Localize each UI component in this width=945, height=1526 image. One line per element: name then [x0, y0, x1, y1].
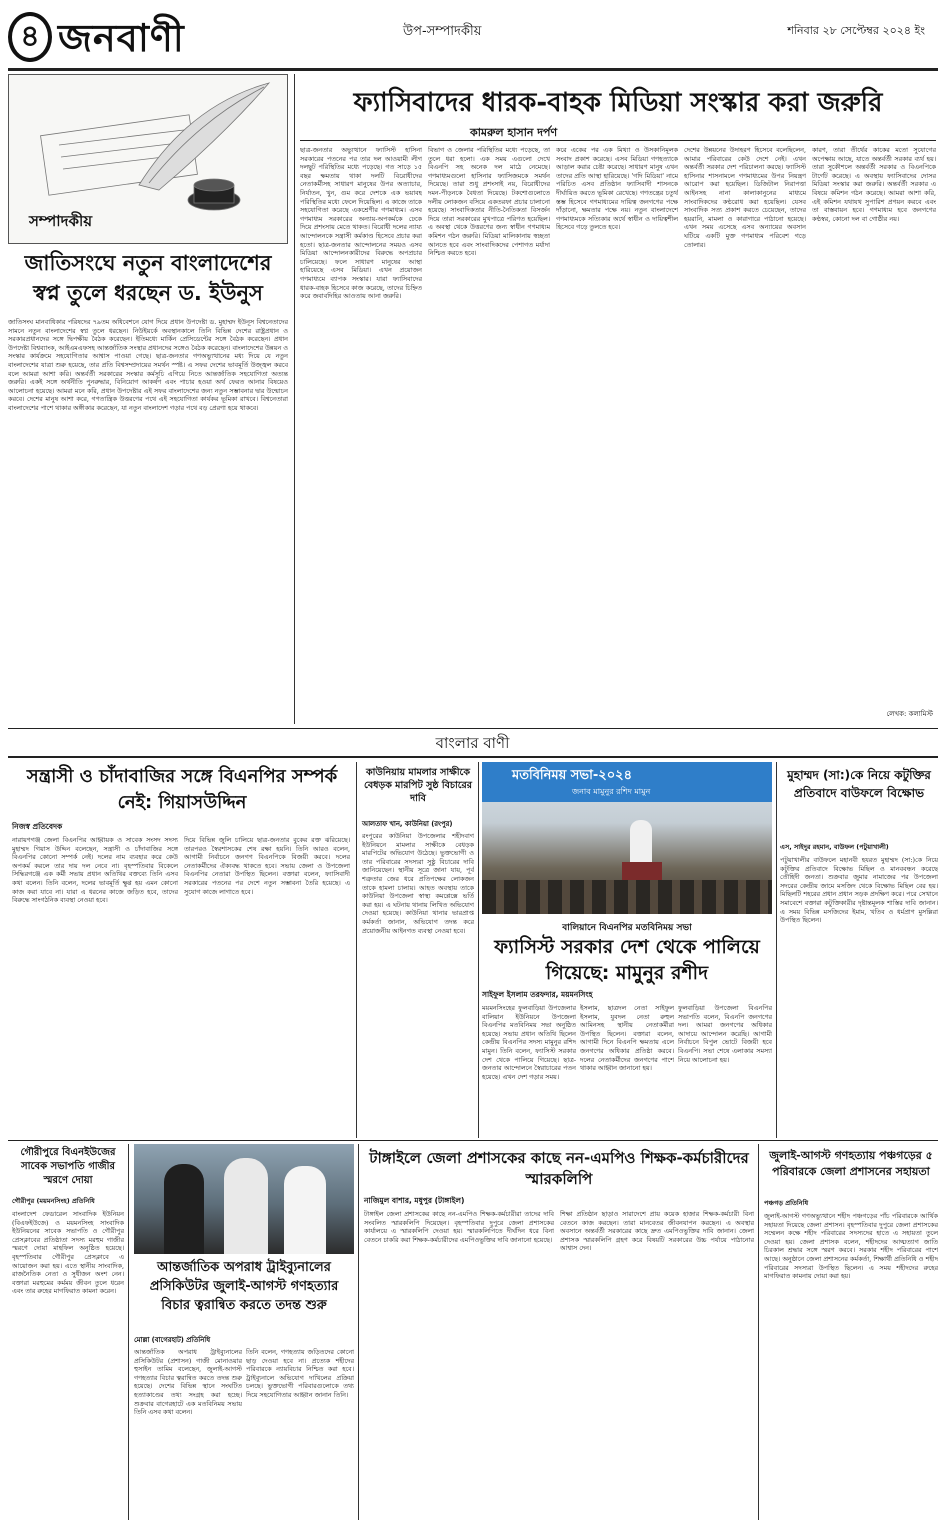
masthead	[0, 0, 945, 78]
editorial-headline[interactable]: জাতিসংঘে নতুন বাংলাদেশের স্বপ্ন তুলে ধরছেন ড. ইউনুস	[24, 251, 272, 305]
story6-byline: পঞ্চগড় প্রতিনিধি	[764, 1199, 809, 1207]
story2-headline[interactable]: ফ্যাসিস্ট সরকার দেশ থেকে পালিয়ে গিয়েছে: মামুনুর রশীদ	[494, 936, 760, 984]
story5-byline: নাজিমুল বাশার, মধুপুর (টাঙ্গাইল)	[364, 1196, 465, 1205]
column-divider	[128, 1144, 129, 1520]
story2-col-2: ইসলাম, ছাত্রদল নেতা সাইফুল ইসলাম, যুবদল নেতা রুহুল আমিনসহ স্থানীয় নেতাকর্মীরা উপস্থিত ছিলেন। বক্তারা বলেন, আগামী দিনে বিএনপি ক্ষমতায় এলে জনগণের অধিকার প্রতিষ্ঠা করবে। দলের নেতাকর্মীদের জনগণের পাশে থাকার আহ্বান জানানো হয়।	[580, 1004, 674, 1073]
side-story-body: পটুয়াখালীর বাউফলে মহানবী হযরত মুহাম্মদ (সা:)কে নিয়ে কটুক্তির প্রতিবাদে বিক্ষোভ মিছিল ও মানববন্ধন করেছে তৌহিদী জনতা। শুক্রবার জুমার নামাজের পর উপজেলা সদরের কেন্দ্রীয় জামে মসজিদ থেকে বিক্ষোভ মিছিল বের হয়। মিছিলটি শহরের প্রধান প্রধান সড়ক প্রদক্ষিণ করে। পরে সেখানে সমাবেশে বক্তারা কটুক্তিকারীর দৃষ্টান্তমূলক শাস্তির দাবি জানান। এ সময় বিভিন্ন মসজিদের ইমাম, খতিব ও ধর্মপ্রাণ মুসল্লিরা উপস্থিত ছিলেন।	[780, 856, 938, 925]
story1-byline: নিজস্ব প্রতিবেদক	[12, 822, 63, 831]
meeting-photo	[482, 762, 772, 914]
story5-col-1: টাঙ্গাইল জেলা প্রশাসকের কাছে নন-এমপিও শিক্ষক-কর্মচারীরা তাদের দাবি সংবলিত স্মারকলিপি দিয়েছেন। বৃহস্পতিবার দুপুরে জেলা প্রশাসকের কার্যালয়ে এ স্মারকলিপি দেওয়া হয়। স্মারকলিপিতে দীর্ঘদিন ধরে বিনা বেতনে চাকরি করা শিক্ষক-কর্মচারীদের এমপিওভুক্তির দাবি জানানো হয়েছে।	[364, 1210, 554, 1244]
story6-body: জুলাই-আগস্ট গণঅভ্যুত্থানে শহীদ পঞ্চগড়ের পাঁচ পরিবারকে আর্থিক সহায়তা দিয়েছে জেলা প্রশাসন। বৃহস্পতিবার দুপুরে জেলা প্রশাসকের সম্মেলন কক্ষে শহীদ পরিবারের সদস্যদের হাতে এ সহায়তা তুলে দেওয়া হয়। জেলা প্রশাসক বলেন, শহীদদের আত্মত্যাগ জাতি চিরকাল শ্রদ্ধার সঙ্গে স্মরণ করবে। সরকার শহীদ পরিবারের পাশে আছে। অনুষ্ঠানে জেলা প্রশাসনের কর্মকর্তা, শিক্ষার্থী প্রতিনিধি ও শহীদ পরিবারের সদস্যরা উপস্থিত ছিলেন। এ সময় শহীদদের রুহের মাগফিরাত কামনায় দোয়া করা হয়।	[764, 1212, 938, 1281]
story2-col-3: ফুলবাড়িয়া উপজেলা বিএনপির সভাপতি বলেন, বিএনপি জনগণের দল। আমরা জনগণের অধিকার আদায়ে আন্দোলন করেছি। আগামী নির্বাচনে বিপুল ভোটে বিজয়ী হবে বিএনপি। সভা শেষে এলাকার সমস্যা নিয়ে আলোচনা হয়।	[678, 1004, 772, 1064]
section-rule	[8, 1140, 938, 1141]
story1-headline[interactable]: সন্ত্রাসী ও চাঁদাবাজির সঙ্গে বিএনপির সম্পর্ক নেই: গিয়াসউদ্দিন	[26, 766, 338, 813]
small-story-byline: আলতাফ খান, কাউনিয়া (রংপুর)	[362, 820, 453, 828]
person-figure	[224, 1158, 268, 1254]
photo-banner-text: মতবিনিময় সভা-২০২৪	[512, 768, 633, 783]
story6-headline[interactable]: জুলাই-আগস্ট গণহত্যায় পঞ্চগড়ের ৫ পরিবারকে জেলা প্রশাসনের সহায়তা	[769, 1149, 933, 1178]
issue-date: শনিবার ২৮ সেপ্টেম্বর ২০২৪ ইং	[787, 24, 925, 37]
page-number-text: ৪	[20, 18, 40, 54]
story4-col-1: আন্তর্জাতিক অপরাধ ট্রাইব্যুনালের প্রসিকিউটর (প্রশাসন) গাজী মোনাওয়ার হুসাইন তামিম বলেছেন, জুলাই-আগস্ট গণহত্যার বিচার ত্বরান্বিত করতে তদন্ত শুরু হয়েছে। দেশের বিভিন্ন স্থানে সংঘটিত হত্যাকাণ্ডের তথ্য সংগ্রহ করা হচ্ছে। শুক্রবার বাগেরহাটে এক মতবিনিময় সভায় তিনি এসব কথা বলেন।	[134, 1348, 242, 1417]
feature-author: কামরুল হাসান দর্পণ	[470, 126, 558, 139]
person-figure	[284, 1166, 326, 1254]
feature-rule	[300, 140, 936, 141]
small-story-body: রংপুরের কাউনিয়া উপজেলার শহীদবাগ ইউনিয়নে মামলার সাক্ষীকে বেধড়ক মারপিটের অভিযোগ উঠেছে। ভুক্তভোগী ও তার পরিবারের সদস্যরা সুষ্ঠু বিচারের দাবি জানিয়েছেন। স্থানীয় সূত্রে জানা যায়, পূর্ব শত্রুতার জের ধরে প্রতিপক্ষের লোকজন তাকে হামলা চালায়। আহত অবস্থায় তাকে কাউনিয়া উপজেলা স্বাস্থ্য কমপ্লেক্সে ভর্তি করা হয়। এ ঘটনায় থানায় লিখিত অভিযোগ দেওয়া হয়েছে। কাউনিয়া থানার ভারপ্রাপ্ত কর্মকর্তা জানান, অভিযোগ তদন্ত করে প্রয়োজনীয় আইনগত ব্যবস্থা নেওয়া হবে।	[362, 832, 474, 935]
column-divider	[478, 762, 479, 1138]
photo-banner-sub: জনাব মামুনুর রশিদ মামুন	[572, 787, 651, 796]
feature-signature: লেখক: কলামিস্ট	[886, 710, 933, 718]
story5-headline[interactable]: টাঙ্গাইলে জেলা প্রশাসকের কাছে নন-এমপিও শিক্ষক-কর্মচারীদের স্মারকলিপি	[369, 1149, 749, 1188]
story1-col-2: দিয়ে বিভিন্ন জুলি চালিয়ে ছাত্র-জনতার বুকের রক্ত ঝরিয়েছে। তারপরও স্বৈরশাসকের শেষ রক্ষা হয়নি। তিনি আরও বলেন, আগামী নির্বাচনে জনগণ বিএনপিকে বিজয়ী করবে। দলের নেতাকর্মীদের ঐক্যবদ্ধ থাকতে হবে। সভায় জেলা ও উপজেলা বিএনপির নেতারা উপস্থিত ছিলেন। বক্তারা বলেন, ফ্যাসিবাদী সরকারের পতনের পর দেশে নতুন সম্ভাবনা তৈরি হয়েছে। এ সুযোগ কাজে লাগাতে হবে।	[184, 836, 350, 896]
logo-text: জনবাণী	[58, 16, 185, 60]
small-story-headline[interactable]: কাউনিয়ায় মামলার সাক্ষীকে বেধড়ক মারপিট সুষ্ঠ বিচারের দাবি	[363, 767, 473, 804]
column-divider	[758, 1144, 759, 1520]
feature-col-5: কারণ, তারা তীর্থের কাকের মতো সুযোগের অপেক্ষায় আছে, যাতে অন্তর্বর্তী সরকার ব্যর্থ হয়। তারা সুকৌশলে অন্তর্বর্তী সরকার ও বিএনপিকে টার্গেট করেছে। এ অবস্থায় ফ্যাসিবাদের দোসর মিডিয়া সংস্কার করা জরুরি। অন্তর্বর্তী সরকার এ বিষয়ে কমিশন গঠন করেছে। আমরা আশা করি, এই কমিশন যথাযথ সুপারিশ প্রণয়ন করবে এবং তা বাস্তবায়ন হবে। গণমাধ্যম হবে জনগণের কণ্ঠস্বর, কোনো দল বা গোষ্ঠীর নয়।	[812, 146, 936, 223]
story4-byline: মোল্লা (বাগেরহাট) প্রতিনিধি	[134, 1336, 211, 1344]
story4-col-2: তিনি বলেন, গণহত্যায় জড়িতদের কোনো ছাড় দেওয়া হবে না। প্রত্যেক শহীদের পরিবারকে ন্যায়বিচার নিশ্চিত করা হবে। ট্রাইব্যুনালে অভিযোগ দাখিলের প্রক্রিয়া চলছে। ভুক্তভোগী পরিবারগুলোকে তথ্য দিয়ে সহযোগিতার আহ্বান জানান তিনি।	[246, 1348, 354, 1399]
story3-body: বাংলাদেশ ফেডারেল সাংবাদিক ইউনিয়ন (বিএফইউজে) ও ময়মনসিংহ সাংবাদিক ইউনিয়নের সাবেক সভাপতি ও গৌরীপুর প্রেসক্লাবের প্রতিষ্ঠাতা সদস্য মরহুম গাজীর স্মরণে দোয়া মাহফিল অনুষ্ঠিত হয়েছে। বৃহস্পতিবার গৌরীপুর প্রেসক্লাবে এ আয়োজন করা হয়। এতে স্থানীয় সাংবাদিক, রাজনৈতিক নেতা ও সুধীজন অংশ নেন। বক্তারা মরহুমের কর্মময় জীবন তুলে ধরেন এবং তার রুহের মাগফিরাত কামনা করেন।	[12, 1210, 124, 1296]
feature-col-4: দেশের উন্নয়নের উদাহরণ হিসেবে বলেছিলেন, আমার পরিবারের কেউ দেশে নেই। এখন অন্তর্বর্তী সরকার দেশ পরিচালনা করছে। ফ্যাসিস্ট হাসিনার শাসনামলে গণমাধ্যমের উপর নিয়ন্ত্রণ আরোপ করা হয়েছিল। ডিজিটাল নিরাপত্তা আইনসহ নানা কালাকানুনের মাধ্যমে সাংবাদিকদের কণ্ঠরোধ করা হয়েছিল। যেসব সাংবাদিক সত্য প্রকাশ করতে চেয়েছেন, তাদের হয়রানি, মামলা ও কারাগারে পাঠানো হয়েছে। এখন সময় এসেছে এসব অন্যায়ের অবসান ঘটিয়ে একটি মুক্ত গণমাধ্যম পরিবেশ গড়ে তোলার।	[684, 146, 806, 249]
editorial-box	[8, 74, 288, 244]
story1-col-1: নারায়ণগঞ্জ জেলা বিএনপির আহ্বায়ক ও সাবেক সংসদ সদস্য মুহাম্মদ গিয়াস উদ্দিন বলেছেন, সন্ত্রাসী ও চাঁদাবাজির সঙ্গে বিএনপির কোনো সম্পর্ক নেই। দলের নাম ব্যবহার করে কেউ অপকর্ম করলে তার দায় দল নেবে না। বৃহস্পতিবার বিকেলে সিদ্ধিরগঞ্জে এক কর্মী সভায় প্রধান অতিথির বক্তব্যে তিনি এসব কথা বলেন। তিনি বলেন, দলের ভাবমূর্তি ক্ষুণ্ণ হয় এমন কোনো কাজ করা যাবে না। যারা এ ধরনের কাজে জড়িত হবে, তাদের বিরুদ্ধে সাংগঠনিক ব্যবস্থা নেওয়া হবে।	[12, 836, 178, 905]
side-story-byline: এস, সাইদুর রহমান, বাউফল (পটুয়াখালী)	[780, 843, 889, 851]
column-divider	[294, 74, 295, 724]
feature-headline[interactable]: ফ্যাসিবাদের ধারক-বাহক মিডিয়া সংস্কার করা জরুরি	[353, 88, 883, 118]
audience	[482, 880, 772, 914]
photo-caption: বালিয়ানে বিএনপির মতবিনিময় সভা	[562, 923, 692, 933]
feature-col-3: করে একের পর এক মিথ্যা ও উসকানিমূলক সংবাদ প্রকাশ করেছে। এসব মিডিয়া গণহত্যাকে আড়াল করার চেষ্টা করেছে। সাধারণ মানুষ এখন তাদের প্রতি আস্থা হারিয়েছে। 'গদি মিডিয়া' নামে পরিচিত এসব প্রতিষ্ঠান ফ্যাসিবাদী শাসনকে দীর্ঘায়িত করতে ভূমিকা রেখেছে। গণতন্ত্রের চতুর্থ স্তম্ভ হিসেবে গণমাধ্যমের দায়িত্ব জনগণের পক্ষে দাঁড়ানো, ক্ষমতার পক্ষে নয়। নতুন বাংলাদেশে গণমাধ্যমকে সত্যিকার অর্থে স্বাধীন ও দায়িত্বশীল হিসেবে গড়ে তুলতে হবে।	[556, 146, 678, 232]
side-story-headline[interactable]: মুহাম্মদ (সা:)কে নিয়ে কটুক্তির প্রতিবাদে বাউফলে বিক্ষোভ	[787, 768, 931, 800]
band-title: বাংলার বাণী	[435, 734, 510, 752]
editorial-body: জাতিসংঘ মানবাধিকার পরিষদের ৭৯তম অধিবেশনে যোগ দিয়ে প্রধান উপদেষ্টা ড. মুহাম্মদ ইউনূস বিশ্বনেতাদের সামনে নতুন বাংলাদেশের স্বপ্ন তুলে ধরছেন। নিউইয়র্কে অবস্থানকালে তিনি বিভিন্ন দেশের রাষ্ট্রপ্রধান ও সরকারপ্রধানদের সঙ্গে দ্বিপক্ষীয় বৈঠক করেছেন। ইতিমধ্যে মার্কিন প্রেসিডেন্টের সঙ্গে বৈঠক করেছেন। প্রধান উপদেষ্টা বিশ্বব্যাংক, আইএমএফসহ আন্তর্জাতিক সংস্থার প্রধানদের সঙ্গেও বৈঠক করেছেন। বাংলাদেশের উন্নয়ন ও সংস্কার কার্যক্রমে সহযোগিতার আশ্বাস পাওয়া গেছে। ছাত্র-জনতার গণঅভ্যুত্থানের মধ্য দিয়ে যে নতুন বাংলাদেশের যাত্রা শুরু হয়েছে, তার প্রতি বিশ্বসম্প্রদায়ের সমর্থন স্পষ্ট। এ সফর দেশের ভাবমূর্তি উজ্জ্বল করবে বলে আমরা আশা করি। অন্তর্বর্তী সরকারের সংস্কার কর্মসূচি এগিয়ে নিতে আন্তর্জাতিক সহযোগিতা অত্যন্ত জরুরি। একই সঙ্গে অর্থনীতি পুনরুদ্ধার, বিনিয়োগ আকর্ষণ এবং পাচার হওয়া অর্থ ফেরত আনার বিষয়েও আলোচনা হয়েছে। আমরা মনে করি, প্রধান উপদেষ্টার এই সফর বাংলাদেশের জন্য নতুন সম্ভাবনার দ্বার উন্মোচন করবে। দেশের মানুষ আশা করে, গণতান্ত্রিক উত্তরণের পথে এই সহযোগিতা কার্যকর ভূমিকা রাখবে। বিশ্বনেতারা বাংলাদেশের পাশে থাকার অঙ্গীকার করেছেন, যা নতুন বাংলাদেশ গড়ার পথে বড় প্রেরণা হয়ে থাকবে।	[8, 318, 288, 412]
story5-col-2: শিক্ষা প্রতিষ্ঠান ছাড়াও সারাদেশে প্রায় কয়েক হাজার শিক্ষক-কর্মচারী বিনা বেতনে কাজ করছেন। তারা মানবেতর জীবনযাপন করছেন। এ অবস্থার অবসানে অন্তর্বর্তী সরকারের কাছে দ্রুত এমপিওভুক্তির দাবি জানান। জেলা প্রশাসক স্মারকলিপি গ্রহণ করে বিষয়টি সরকারের উচ্চ পর্যায়ে পাঠানোর আশ্বাস দেন।	[560, 1210, 754, 1253]
band-rule-top	[8, 728, 938, 729]
editorial-label: সম্পাদকীয়	[29, 212, 93, 230]
story4-headline[interactable]: আন্তর্জাতিক অপরাধ ট্রাইব্যুনালের প্রসিকিউটর জুলাই-আগস্ট গণহত্যার বিচার ত্বরান্বিত করতে তদন্ত শুরু	[149, 1260, 339, 1313]
masthead-rule	[8, 68, 938, 71]
feature-col-2: বিভাগ ও জেলার পরিস্থিতির মধ্যে পড়েছে, তা তুলে ধরা হলো। এক সময় এগুলো দেখে বিএনপি সহ অনেক দল মাঠে নেমেছে। গণমাধ্যমগুলো হাসিনার ফ্যাসিজমকে সমর্থন দিয়েছে। তারা শুধু প্রশংসাই নয়, বিরোধীদের দমন-পীড়নকে বৈধতা দিয়েছে। টকশোগুলোতে দলীয় লোকজন বসিয়ে একতরফা প্রচার চালানো হয়েছে। সাংবাদিকতার নীতি-নৈতিকতা বিসর্জন দিয়ে তারা সরকারের মুখপাত্রে পরিণত হয়েছিল। এ অবস্থা থেকে উত্তরণের জন্য স্বাধীন গণমাধ্যম কমিশন গঠন জরুরি। মিডিয়া মালিকানায় স্বচ্ছতা আনতে হবে এবং সাংবাদিকদের পেশাগত মর্যাদা নিশ্চিত করতে হবে।	[428, 146, 550, 258]
newspaper-logo[interactable]	[58, 12, 238, 64]
band-rule-bottom	[8, 756, 938, 758]
story2-col-1: ময়মনসিংহের ফুলবাড়িয়া উপজেলার বালিয়ান ইউনিয়নে উপজেলা বিএনপির মতবিনিময় সভা অনুষ্ঠিত হয়েছে। সভায় প্রধান অতিথি ছিলেন কেন্দ্রীয় বিএনপির সদস্য মামুনুর রশিদ মামুন। তিনি বলেন, ফ্যাসিস্ট সরকার দেশ থেকে পালিয়ে গিয়েছে। ছাত্র-জনতার আন্দোলনে স্বৈরাচারের পতন হয়েছে। এখন দেশ গড়ার সময়।	[482, 1004, 576, 1081]
section-title: উপ-সম্পাদকীয়	[403, 24, 482, 39]
story3-headline[interactable]: গৌরীপুরে বিএনইউজের সাবেক সভাপতি গাজীর স্মরণে দোয়া	[20, 1147, 116, 1186]
story2-byline: সাইফুল ইসলাম তরফদার, ময়মনসিংহ	[482, 990, 593, 999]
column-divider	[776, 762, 777, 1138]
page-number	[8, 12, 52, 62]
feature-col-1: ছাত্র-জনতার অভ্যুত্থানে ফ্যাসিস্ট হাসিনা সরকারের পতনের পর তার দল আওয়ামী লীগ দলছুট পরিস্থিতির মধ্যে পড়েছে। গত সাড়ে ১৫ বছর ক্ষমতায় থাকা দলটি বিরোধীদের নেতাকর্মীসহ সাধারণ মানুষের উপর অত্যাচার, নির্যাতন, খুন, গুম করে দেশকে এক ভয়াবহ পরিস্থিতির মধ্যে ফেলে দিয়েছিল। এ কাজে তাকে সহযোগিতা করেছে একশ্রেণীর গণমাধ্যম। এসব গণমাধ্যম সরকারের অন্যায়-অপকর্মকে ঢেকে দিয়ে প্রশংসায় মেতে থাকত। বিরোধী দলের ন্যায্য আন্দোলনকে সন্ত্রাসী কর্মকাণ্ড হিসেবে প্রচার করা হতো। ছাত্র-জনতার আন্দোলনের সময়ও এসব মিডিয়া আন্দোলনকারীদের বিরুদ্ধে অপপ্রচার চালিয়েছে। ফলে সাধারণ মানুষের আস্থা হারিয়েছে এসব মিডিয়া। এখন প্রয়োজন গণমাধ্যমে ব্যাপক সংস্কার। যারা ফ্যাসিবাদের ধারক-বাহক হিসেবে কাজ করেছে, তাদের চিহ্নিত করে জবাবদিহির আওতায় আনা জরুরি।	[300, 146, 422, 301]
column-divider	[358, 1144, 359, 1520]
story3-byline: গৌরীপুর (ময়মনসিংহ) প্রতিনিধি	[12, 1197, 95, 1205]
person-figure	[164, 1164, 204, 1254]
prosecutor-photo	[134, 1144, 354, 1254]
column-divider	[356, 762, 357, 1138]
